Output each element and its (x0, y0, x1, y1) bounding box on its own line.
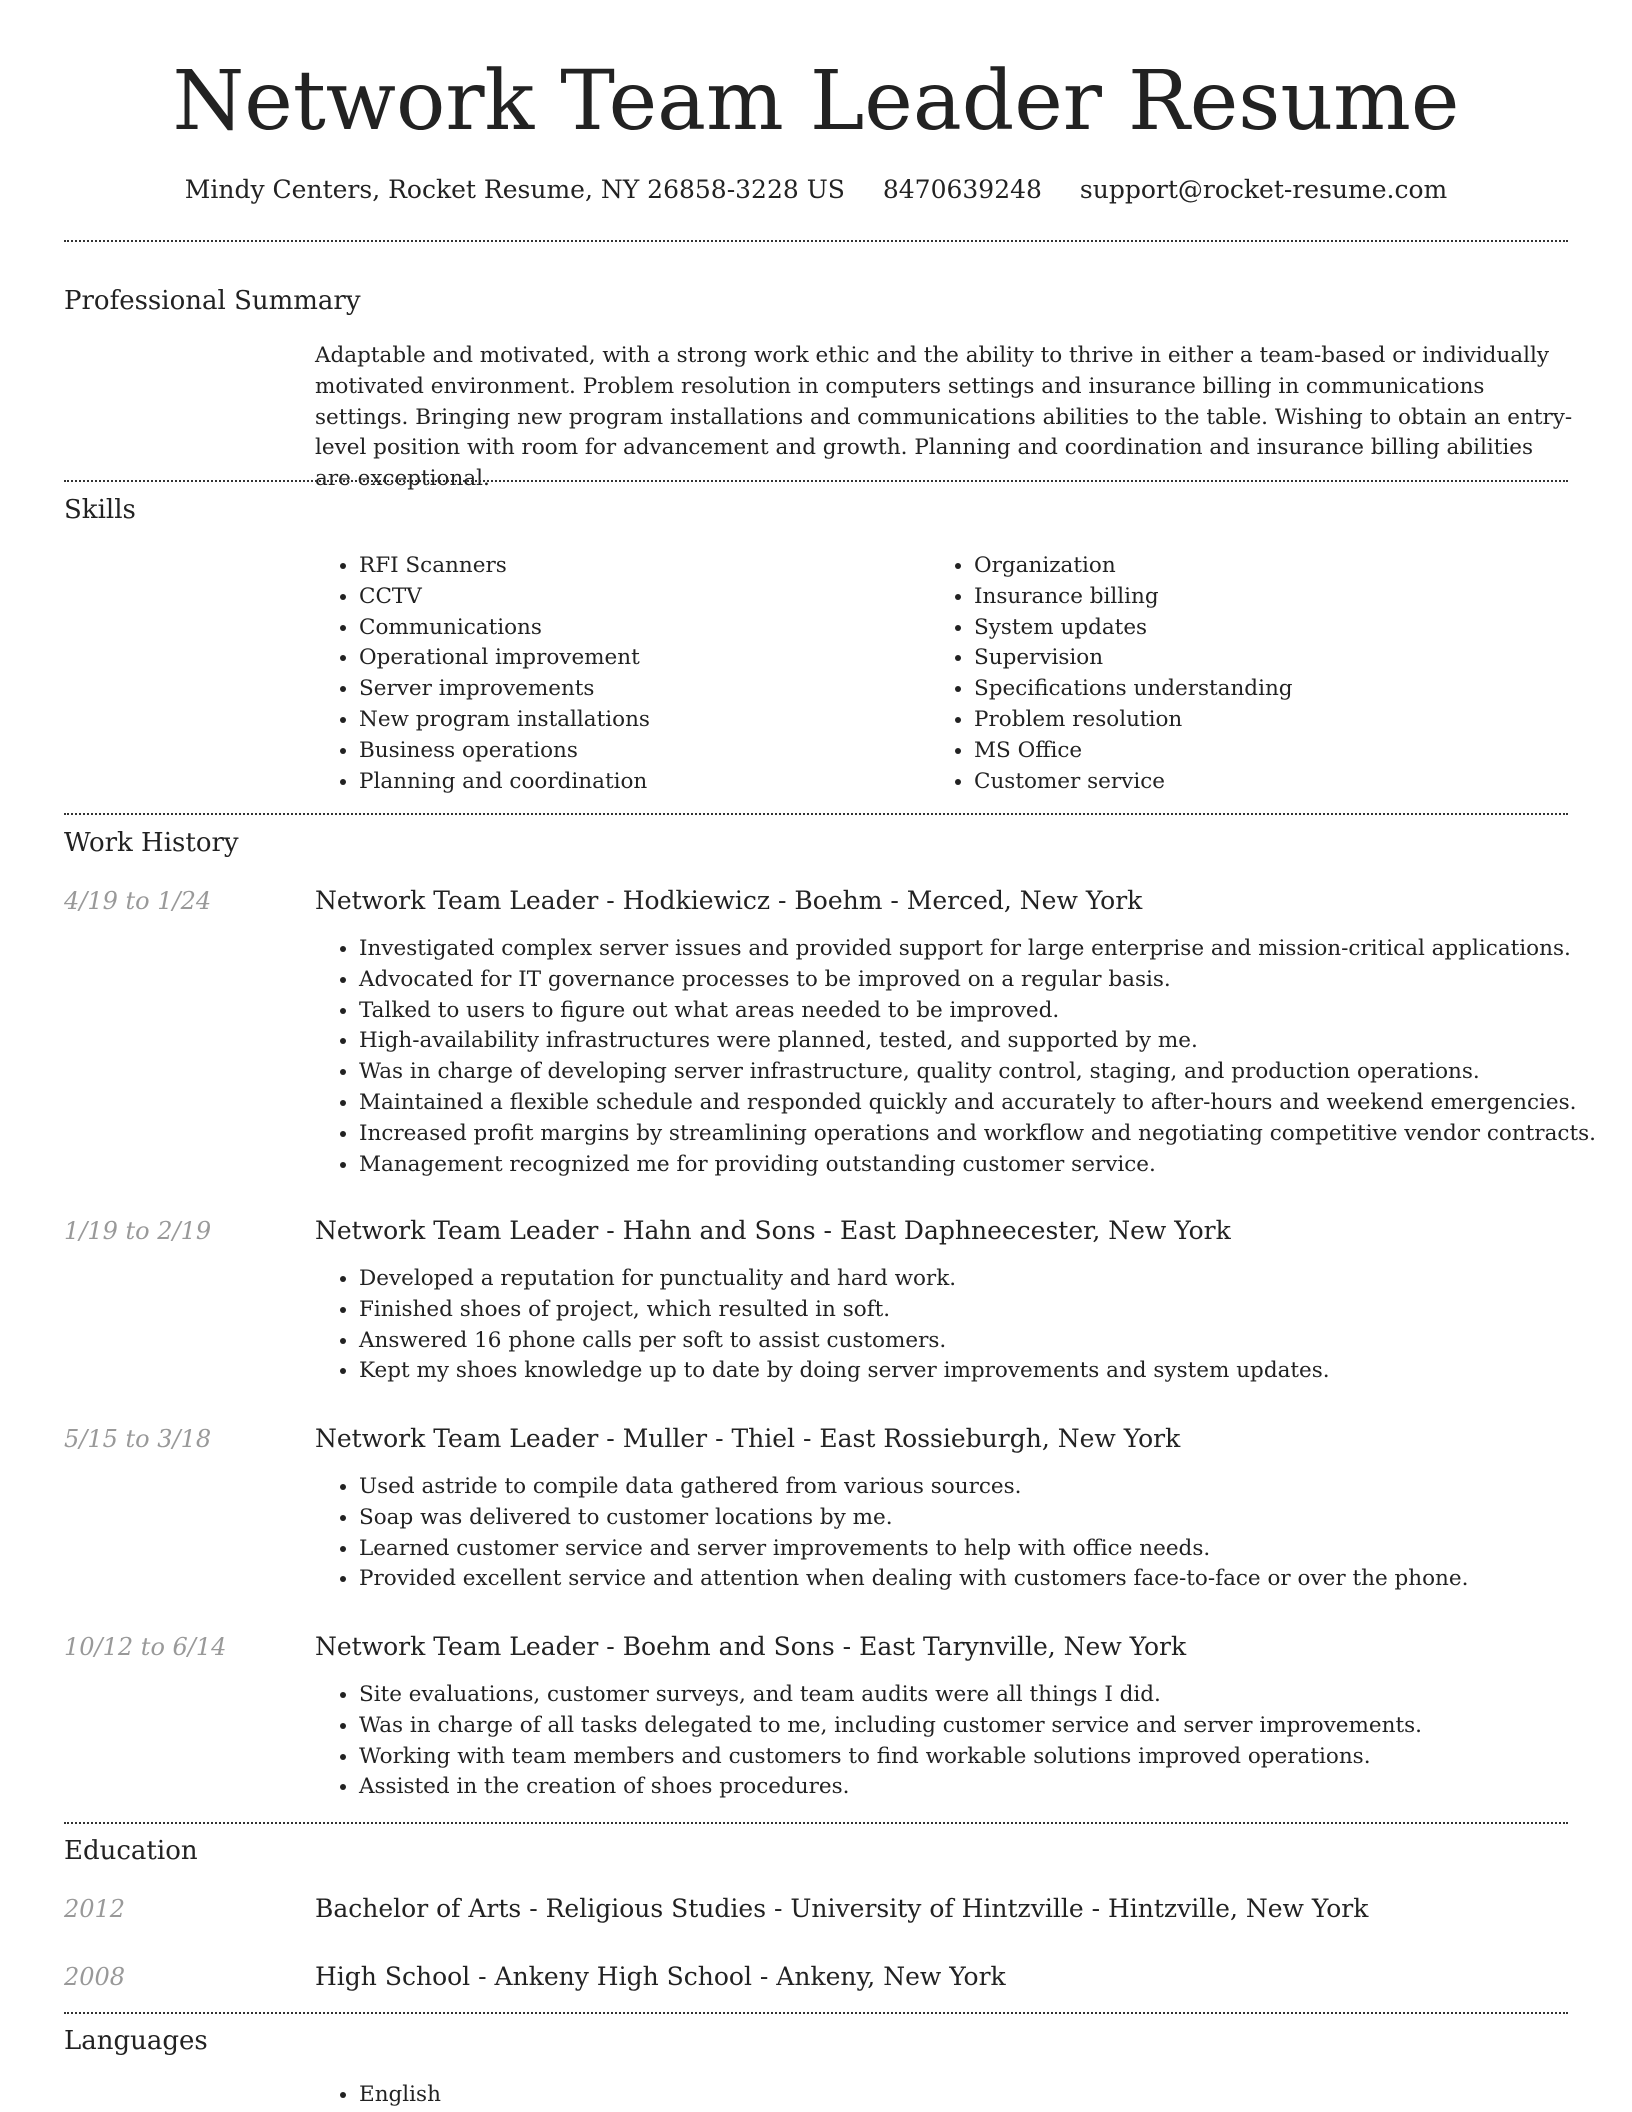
skill-item: • CCTV (359, 582, 650, 613)
page-title: Network Team Leader Resume (172, 54, 1460, 149)
job-bullet: • Management recognized me for providing outstanding customer service. (359, 1150, 1619, 1181)
education-entry: High School - Ankeny High School - Ankeny, New York (315, 1962, 1006, 1991)
section-heading-summary: Professional Summary (64, 286, 361, 316)
job-bullet: • Maintained a flexible schedule and responded quickly and accurately to after-hours and weekend emergencies. (359, 1088, 1619, 1119)
divider (64, 2012, 1568, 2014)
job-bullet: • Learned customer service and server improvements to help with office needs. (359, 1534, 1619, 1565)
job-bullet: • Working with team members and customers to find workable solutions improved operations. (359, 1742, 1619, 1773)
job-title: Network Team Leader - Boehm and Sons - East Tarynville, New York (315, 1632, 1187, 1661)
skills-list-left (315, 551, 650, 797)
contact-line (0, 170, 1632, 210)
skill-item: • Server improvements (359, 674, 650, 705)
job-bullet: • Talked to users to figure out what areas needed to be improved. (359, 996, 1619, 1027)
job-bullet: • Investigated complex server issues and provided support for large enterprise and mission-critical applications. (359, 934, 1619, 965)
skill-item: • Specifications understanding (974, 674, 1293, 705)
skill-item: • RFI Scanners (359, 551, 650, 582)
job-bullet: • Was in charge of all tasks delegated to me, including customer service and server improvements. (359, 1711, 1619, 1742)
skill-item: • New program installations (359, 705, 650, 736)
job-bullet: • Was in charge of developing server infrastructure, quality control, staging, and production operations. (359, 1057, 1619, 1088)
skill-item: • Supervision (974, 643, 1293, 674)
skill-item: • Problem resolution (974, 705, 1293, 736)
job-bullet: • High-availability infrastructures were planned, tested, and supported by me. (359, 1026, 1619, 1057)
summary-text: Adaptable and motivated, with a strong work ethic and the ability to thrive in either a team-based or individually motivated environment. Problem resolution in computers settings and insurance billing in communications settings. Bringing new program installations and communications abilities to the table. Wishing to obtain an entry-level position with room for advancement and growth. Planning and coordination and insurance billing abilities are exceptional. (315, 343, 1573, 492)
job-bullets (315, 934, 1619, 1180)
job-bullet: • Developed a reputation for punctuality and hard work. (359, 1264, 1619, 1295)
skill-item: • Insurance billing (974, 582, 1293, 613)
job-bullets (315, 1472, 1619, 1595)
education-year: 2012 (64, 1895, 126, 1923)
job-dates: 10/12 to 6/14 (64, 1633, 227, 1661)
contact-email: support@rocket-resume.com (1079, 175, 1448, 204)
contact-phone: 8470639248 (882, 175, 1042, 204)
job-bullet: • Answered 16 phone calls per soft to assist customers. (359, 1326, 1619, 1357)
job-dates: 1/19 to 2/19 (64, 1217, 212, 1245)
job-dates: 4/19 to 1/24 (64, 887, 212, 915)
divider (64, 480, 1568, 482)
section-heading-skills: Skills (64, 495, 136, 525)
job-bullet: • Assisted in the creation of shoes procedures. (359, 1772, 1619, 1803)
job-bullet: • Used astride to compile data gathered from various sources. (359, 1472, 1619, 1503)
section-heading-languages: Languages (64, 2026, 208, 2056)
job-bullet: • Site evaluations, customer surveys, and team audits were all things I did. (359, 1680, 1619, 1711)
skill-item: • Customer service (974, 767, 1293, 798)
divider (64, 240, 1568, 242)
job-bullet: • Provided excellent service and attention when dealing with customers face-to-face or over the phone. (359, 1564, 1619, 1595)
language-item: • English (359, 2080, 1619, 2111)
job-bullet: • Kept my shoes knowledge up to date by doing server improvements and system updates. (359, 1356, 1619, 1387)
contact-address: Mindy Centers, Rocket Resume, NY 26858-3228 US (184, 175, 845, 204)
languages-list (315, 2080, 1619, 2111)
job-title: Network Team Leader - Muller - Thiel - East Rossieburgh, New York (315, 1424, 1181, 1453)
job-bullets (315, 1680, 1619, 1803)
skill-item: • Business operations (359, 736, 650, 767)
skill-item: • MS Office (974, 736, 1293, 767)
skill-item: • Operational improvement (359, 643, 650, 674)
job-title: Network Team Leader - Hodkiewicz - Boehm - Merced, New York (315, 886, 1143, 915)
divider (64, 813, 1568, 815)
section-heading-work: Work History (64, 828, 239, 858)
education-entry: Bachelor of Arts - Religious Studies - University of Hintzville - Hintzville, New York (315, 1894, 1369, 1923)
skill-item: • Planning and coordination (359, 767, 650, 798)
job-bullet: • Increased profit margins by streamlining operations and workflow and negotiating competitive vendor contracts. (359, 1119, 1619, 1150)
job-title: Network Team Leader - Hahn and Sons - East Daphneecester, New York (315, 1216, 1231, 1245)
job-bullet: • Soap was delivered to customer locations by me. (359, 1503, 1619, 1534)
skill-item: • Organization (974, 551, 1293, 582)
skill-item: • Communications (359, 613, 650, 644)
job-bullets (315, 1264, 1619, 1387)
job-bullet: • Advocated for IT governance processes to be improved on a regular basis. (359, 965, 1619, 996)
skill-item: • System updates (974, 613, 1293, 644)
job-dates: 5/15 to 3/18 (64, 1425, 212, 1453)
skills-list-right (930, 551, 1293, 797)
job-bullet: • Finished shoes of project, which resulted in soft. (359, 1295, 1619, 1326)
education-year: 2008 (64, 1963, 126, 1991)
section-heading-education: Education (64, 1836, 198, 1866)
divider (64, 1822, 1568, 1824)
